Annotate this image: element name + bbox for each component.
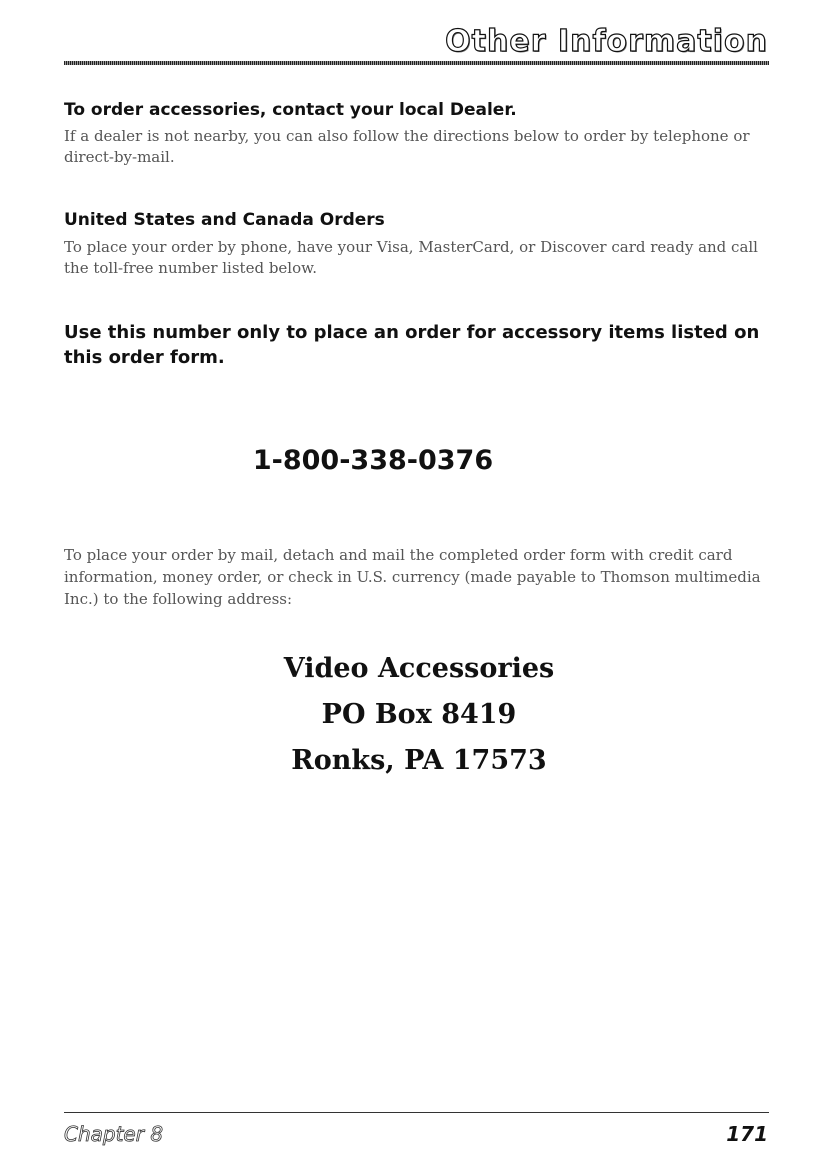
footer-page-number: 171 <box>726 1122 768 1146</box>
mail-order-text: To place your order by mail, detach and mail the completed order form with credit card information, money order, or check in U.S. currency (made payable to Thomson multimedia Inc.) to the following address: <box>64 546 761 608</box>
footer-rule <box>64 1112 769 1113</box>
us-canada-orders-heading: United States and Canada Orders <box>64 210 385 230</box>
footer-chapter: Chapter 8 <box>64 1122 164 1146</box>
mailing-address <box>0 646 830 784</box>
order-accessories-text: If a dealer is not nearby, you can also follow the directions below to order by telephone or direct-by-mail. <box>64 127 750 166</box>
page-header-title: Other Information <box>445 24 768 59</box>
use-number-notice: Use this number only to place an order for accessory items listed on this order form. <box>64 322 760 368</box>
order-accessories-heading: To order accessories, contact your local Dealer. <box>64 100 517 120</box>
address-line-name: Video Accessories <box>283 653 555 684</box>
order-phone-number: 1-800-338-0376 <box>252 445 494 476</box>
header-rule <box>64 61 769 65</box>
us-canada-orders-text: To place your order by phone, have your Visa, MasterCard, or Discover card ready and call the toll-free number listed below. <box>64 238 758 277</box>
address-line-po-box: PO Box 8419 <box>321 699 517 730</box>
address-line-city: Ronks, PA 17573 <box>291 745 547 776</box>
